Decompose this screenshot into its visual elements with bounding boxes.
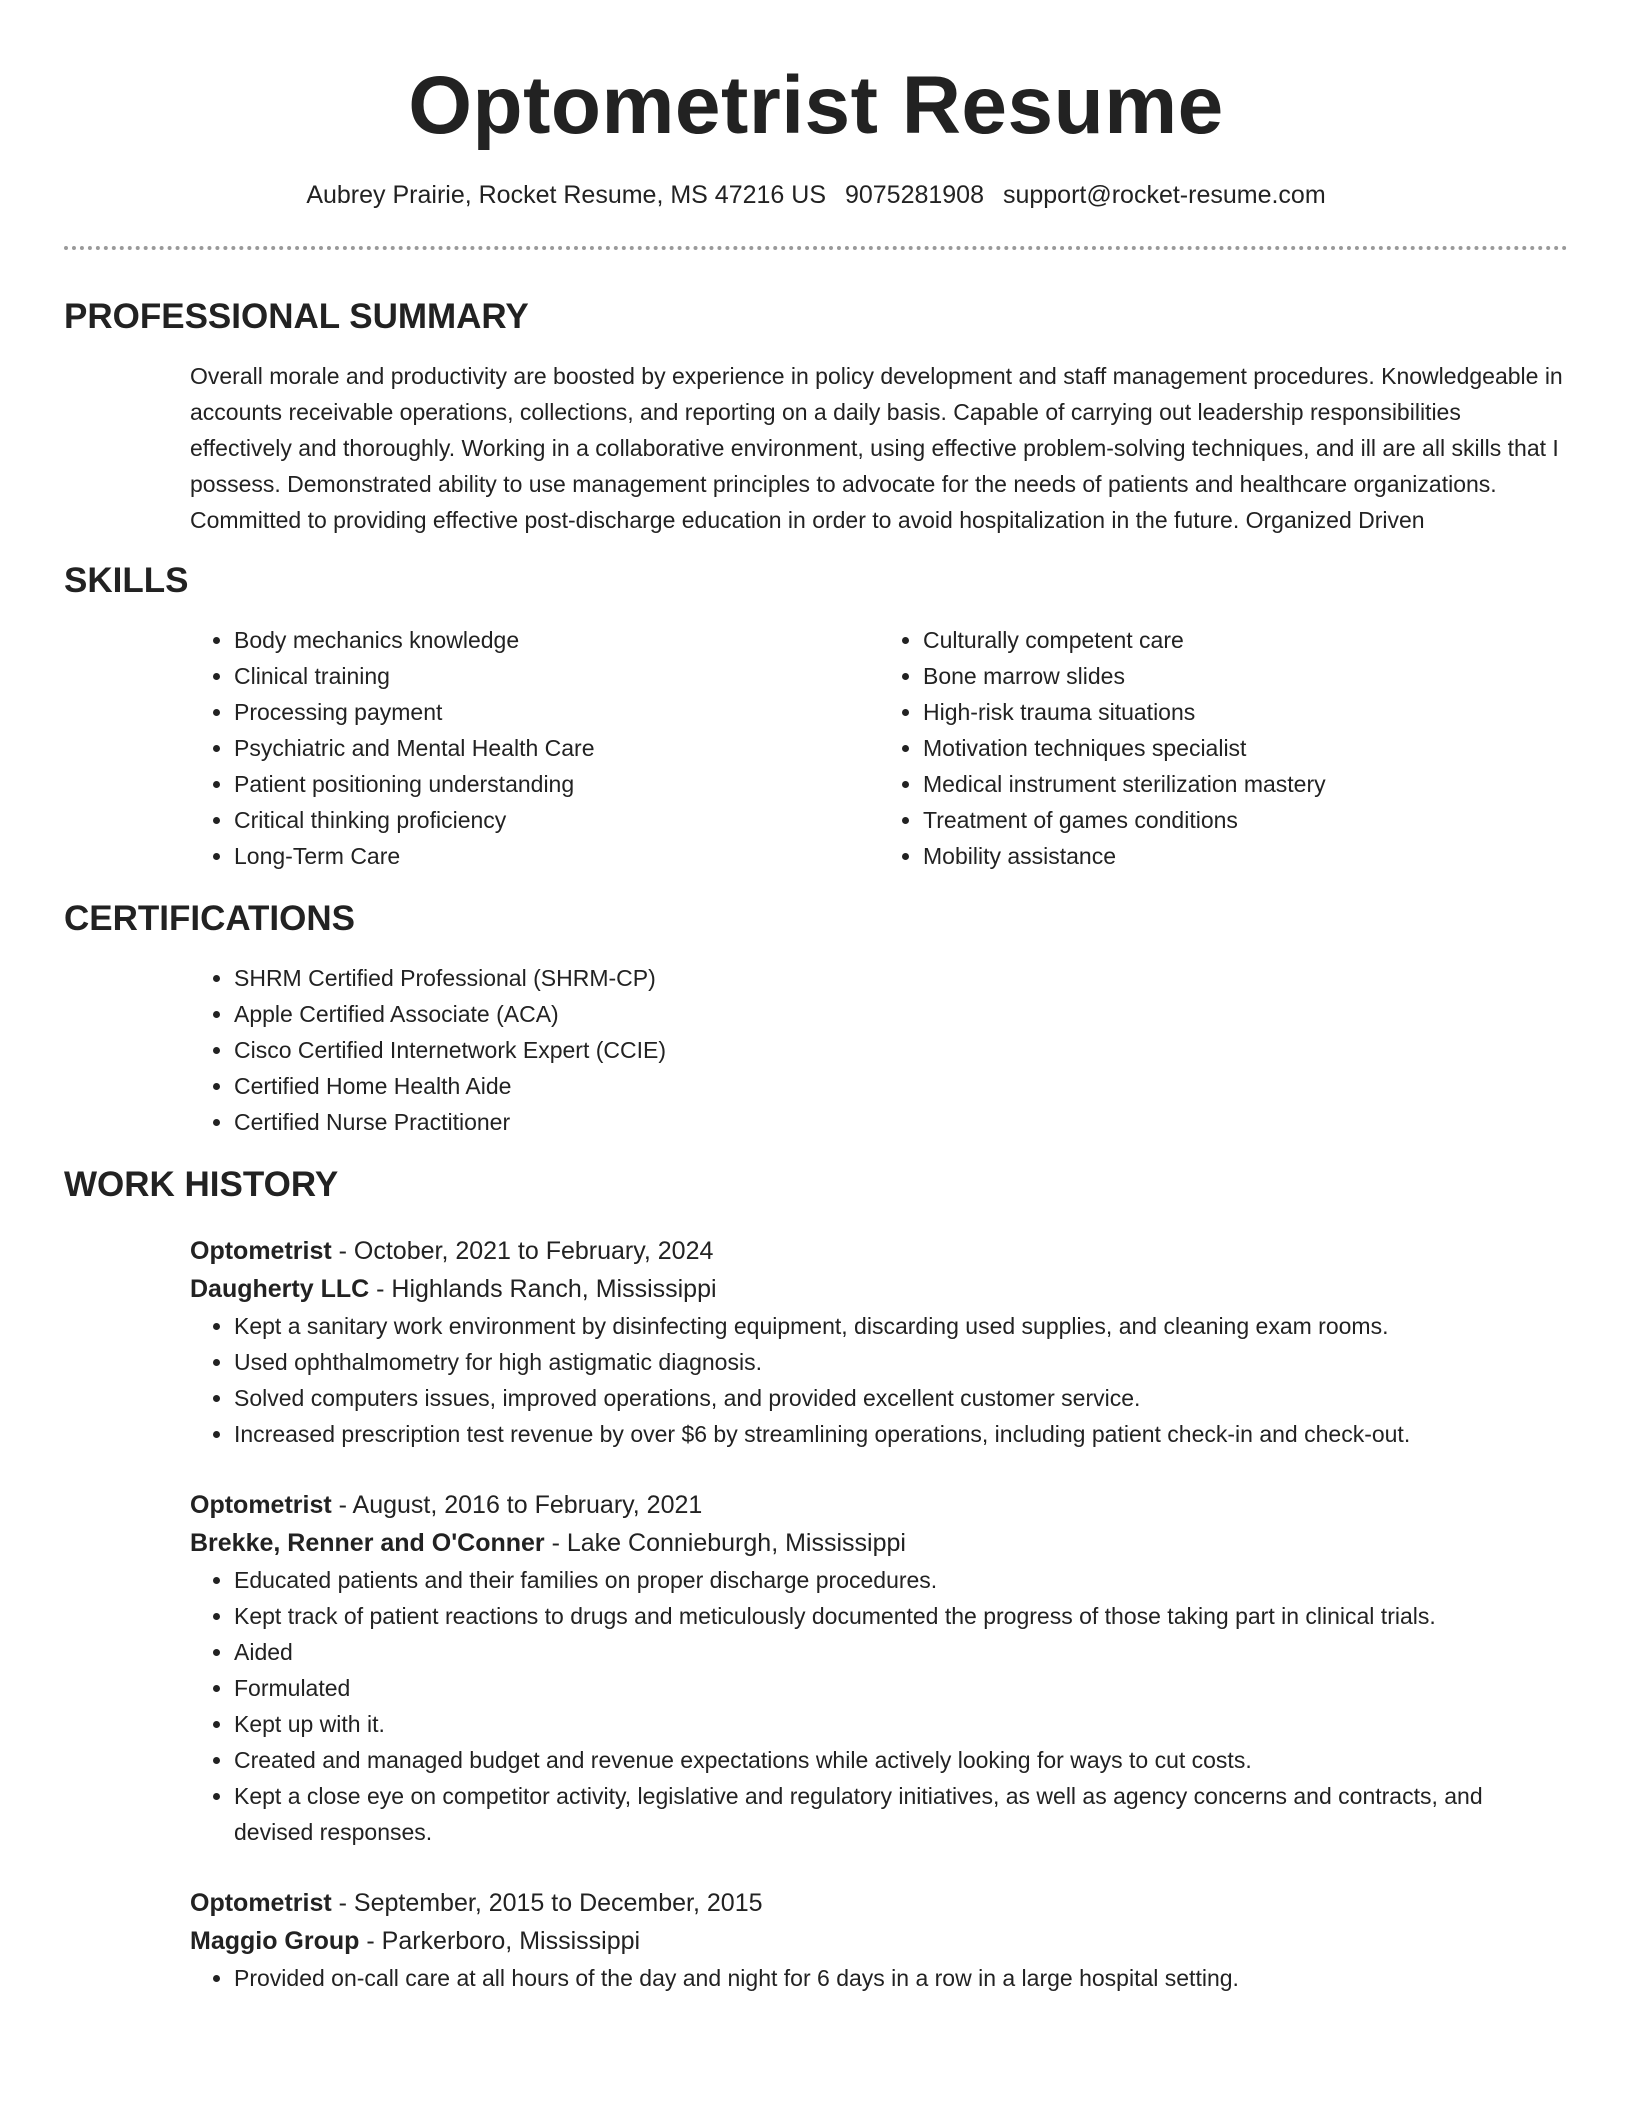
- job-bullet: • Kept a close eye on competitor activity, legislative and regulatory initiatives, as well as agency concerns and contracts, and devised responses.: [234, 1778, 1568, 1850]
- skills-column-right: [879, 622, 1568, 874]
- job-title-line: [190, 1884, 1568, 1922]
- job-bullet: • Used ophthalmometry for high astigmatic diagnosis.: [234, 1344, 1568, 1380]
- job-bullet: • Aided: [234, 1634, 1568, 1670]
- skill-item: • High-risk trauma situations: [923, 694, 1568, 730]
- job-bullet: • Solved computers issues, improved operations, and provided excellent customer service.: [234, 1380, 1568, 1416]
- summary-text: Overall morale and productivity are boosted by experience in policy development and staff management procedures. Knowledgeable in accounts receivable operations, collections, and reporting on a daily basis. Capable of carrying out leadership responsibilities effectively and thoroughly. Working in a collaborative environment, using effective problem-solving techniques, and ill are all skills that I possess. Demonstrated ability to use management principles to advocate for the needs of patients and healthcare organizations. Committed to providing effective post-discharge education in order to avoid hospitalization in the future. Organized Driven: [190, 363, 1563, 533]
- contact-address: Aubrey Prairie, Rocket Resume, MS 47216 US: [306, 181, 826, 209]
- job-company: Brekke, Renner and O'Conner: [190, 1529, 545, 1557]
- job-title: Optometrist: [190, 1889, 332, 1917]
- section-title-work-history: WORK HISTORY: [64, 1165, 339, 1204]
- job-bullet: • Kept up with it.: [234, 1706, 1568, 1742]
- job-bullets: [190, 1308, 1568, 1452]
- job-location: - Parkerboro, Mississippi: [359, 1927, 641, 1955]
- job-dates: - August, 2016 to February, 2021: [331, 1491, 703, 1519]
- skill-item: • Patient positioning understanding: [234, 766, 879, 802]
- job-bullet: • Formulated: [234, 1670, 1568, 1706]
- section-title-summary: PROFESSIONAL SUMMARY: [64, 297, 529, 336]
- resume-page: [64, 0, 1568, 1996]
- job-entry: [190, 1884, 1568, 1996]
- certification-item: • SHRM Certified Professional (SHRM-CP): [234, 960, 1568, 996]
- job-entry: [190, 1486, 1568, 1850]
- skill-item: • Long-Term Care: [234, 838, 879, 874]
- certification-item: • Certified Nurse Practitioner: [234, 1104, 1568, 1140]
- job-title: Optometrist: [190, 1491, 332, 1519]
- skill-item: • Treatment of games conditions: [923, 802, 1568, 838]
- skill-item: • Mobility assistance: [923, 838, 1568, 874]
- job-company-line: [190, 1270, 1568, 1308]
- job-location: - Lake Connieburgh, Mississippi: [544, 1529, 906, 1557]
- skill-item: • Body mechanics knowledge: [234, 622, 879, 658]
- section-title-skills: SKILLS: [64, 561, 189, 600]
- header-divider: [64, 246, 1568, 250]
- skill-item: • Psychiatric and Mental Health Care: [234, 730, 879, 766]
- job-bullets: [190, 1960, 1568, 1996]
- skill-item: • Culturally competent care: [923, 622, 1568, 658]
- certifications-list: [190, 960, 1568, 1140]
- job-title-line: [190, 1486, 1568, 1524]
- skill-item: • Bone marrow slides: [923, 658, 1568, 694]
- contact-email[interactable]: support@rocket-resume.com: [1002, 181, 1326, 209]
- skill-item: • Clinical training: [234, 658, 879, 694]
- skills-list: [190, 622, 1568, 874]
- job-location: - Highlands Ranch, Mississippi: [369, 1275, 717, 1303]
- job-bullets: [190, 1562, 1568, 1850]
- skills-column-left: [190, 622, 879, 874]
- skill-item: • Processing payment: [234, 694, 879, 730]
- job-bullet: • Educated patients and their families on proper discharge procedures.: [234, 1562, 1568, 1598]
- job-company: Daugherty LLC: [190, 1275, 370, 1303]
- skill-item: • Medical instrument sterilization mastery: [923, 766, 1568, 802]
- job-dates: - October, 2021 to February, 2024: [331, 1237, 714, 1265]
- contact-line: [64, 180, 1568, 210]
- section-title-certifications: CERTIFICATIONS: [64, 899, 356, 938]
- skill-item: • Motivation techniques specialist: [923, 730, 1568, 766]
- certification-item: • Cisco Certified Internetwork Expert (CCIE): [234, 1032, 1568, 1068]
- job-bullet: • Provided on-call care at all hours of the day and night for 6 days in a row in a large hospital setting.: [234, 1960, 1568, 1996]
- page-title: Optometrist Resume: [408, 60, 1224, 151]
- job-company-line: [190, 1524, 1568, 1562]
- job-bullet: • Created and managed budget and revenue expectations while actively looking for ways to cut costs.: [234, 1742, 1568, 1778]
- job-bullet: • Increased prescription test revenue by over $6 by streamlining operations, including patient check-in and check-out.: [234, 1416, 1568, 1452]
- job-company-line: [190, 1922, 1568, 1960]
- contact-phone: 9075281908: [844, 181, 984, 209]
- job-dates: - September, 2015 to December, 2015: [331, 1889, 763, 1917]
- job-title: Optometrist: [190, 1237, 332, 1265]
- job-title-line: [190, 1232, 1568, 1270]
- certification-item: • Apple Certified Associate (ACA): [234, 996, 1568, 1032]
- job-bullet: • Kept track of patient reactions to drugs and meticulously documented the progress of those taking part in clinical trials.: [234, 1598, 1568, 1634]
- skill-item: • Critical thinking proficiency: [234, 802, 879, 838]
- job-company: Maggio Group: [190, 1927, 360, 1955]
- certification-item: • Certified Home Health Aide: [234, 1068, 1568, 1104]
- job-bullet: • Kept a sanitary work environment by disinfecting equipment, discarding used supplies, and cleaning exam rooms.: [234, 1308, 1568, 1344]
- job-entry: [190, 1232, 1568, 1452]
